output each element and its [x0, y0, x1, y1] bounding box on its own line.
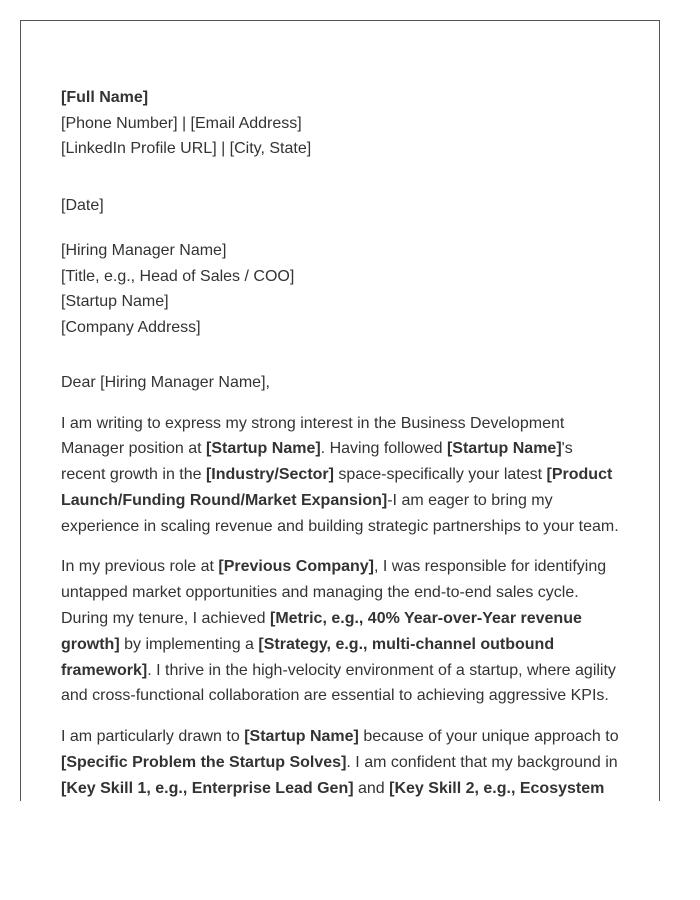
placeholder-text: [Key Skill 2, e.g., Ecosystem	[389, 779, 605, 797]
paragraph-text: I am particularly drawn to	[61, 728, 245, 746]
placeholder-text: [Startup Name]	[446, 440, 562, 458]
body-paragraph	[61, 411, 621, 540]
recipient-title: [Title, e.g., Head of Sales / COO]	[61, 267, 295, 285]
paragraph-text: In my previous role at	[61, 558, 219, 576]
paragraph-text: . I am confident that my background in	[346, 754, 618, 772]
placeholder-text: [Specific Problem the Startup Solves]	[61, 754, 347, 772]
recipient-company: [Startup Name]	[61, 293, 169, 310]
recipient-name: [Hiring Manager Name]	[61, 242, 227, 259]
paragraph-text: I am writing to express my strong interest in the Business Development Manager position at	[61, 414, 565, 458]
sender-contact-line-1: [Phone Number] | [Email Address]	[61, 114, 302, 132]
letter-date: [Date]	[61, 196, 104, 214]
paragraph-text: by implementing a	[119, 635, 259, 653]
paragraph-text: because of your unique approach to	[358, 728, 619, 746]
paragraph-text: 's recent growth in the	[61, 440, 573, 484]
paragraph-text: . I thrive in the high-velocity environment of a startup, where agility and cross-functional collaboration are essential to achieving aggressive KPIs.	[61, 661, 616, 705]
sender-contact-line-2: [LinkedIn Profile URL] | [City, State]	[61, 140, 312, 157]
body-paragraph	[61, 724, 621, 801]
placeholder-text: [Metric, e.g., 40% Year-over-Year revenue growth]	[61, 610, 582, 653]
placeholder-text: [Startup Name]	[205, 440, 321, 458]
placeholder-text: [Product Launch/Funding Round/Market Expansion]	[61, 466, 613, 509]
recipient-address: [Company Address]	[61, 318, 201, 336]
paragraph-text: and	[353, 779, 390, 797]
paragraph-text: . Having followed	[320, 440, 447, 458]
sender-name: [Full Name]	[61, 89, 149, 106]
placeholder-text: [Industry/Sector]	[205, 466, 334, 484]
salutation: Dear [Hiring Manager Name],	[61, 374, 270, 391]
letter-page	[20, 20, 660, 801]
placeholder-text: [Previous Company]	[218, 558, 374, 576]
paragraph-text: , I was responsible for identifying untapped market opportunities and managing the end-to-end sales cycle. During my tenure, I achieved	[61, 558, 607, 628]
body-paragraph	[61, 554, 621, 709]
paragraph-text: -I am eager to bring my experience in scaling revenue and building strategic partnerships to your team.	[61, 491, 619, 535]
letter-body	[61, 411, 621, 802]
placeholder-text: [Key Skill 1, e.g., Enterprise Lead Gen]	[61, 779, 354, 797]
placeholder-text: [Strategy, e.g., multi-channel outbound framework]	[61, 635, 555, 679]
letter-content	[61, 85, 621, 801]
placeholder-text: [Startup Name]	[244, 728, 359, 746]
paragraph-text: space-specifically your latest	[333, 466, 547, 484]
